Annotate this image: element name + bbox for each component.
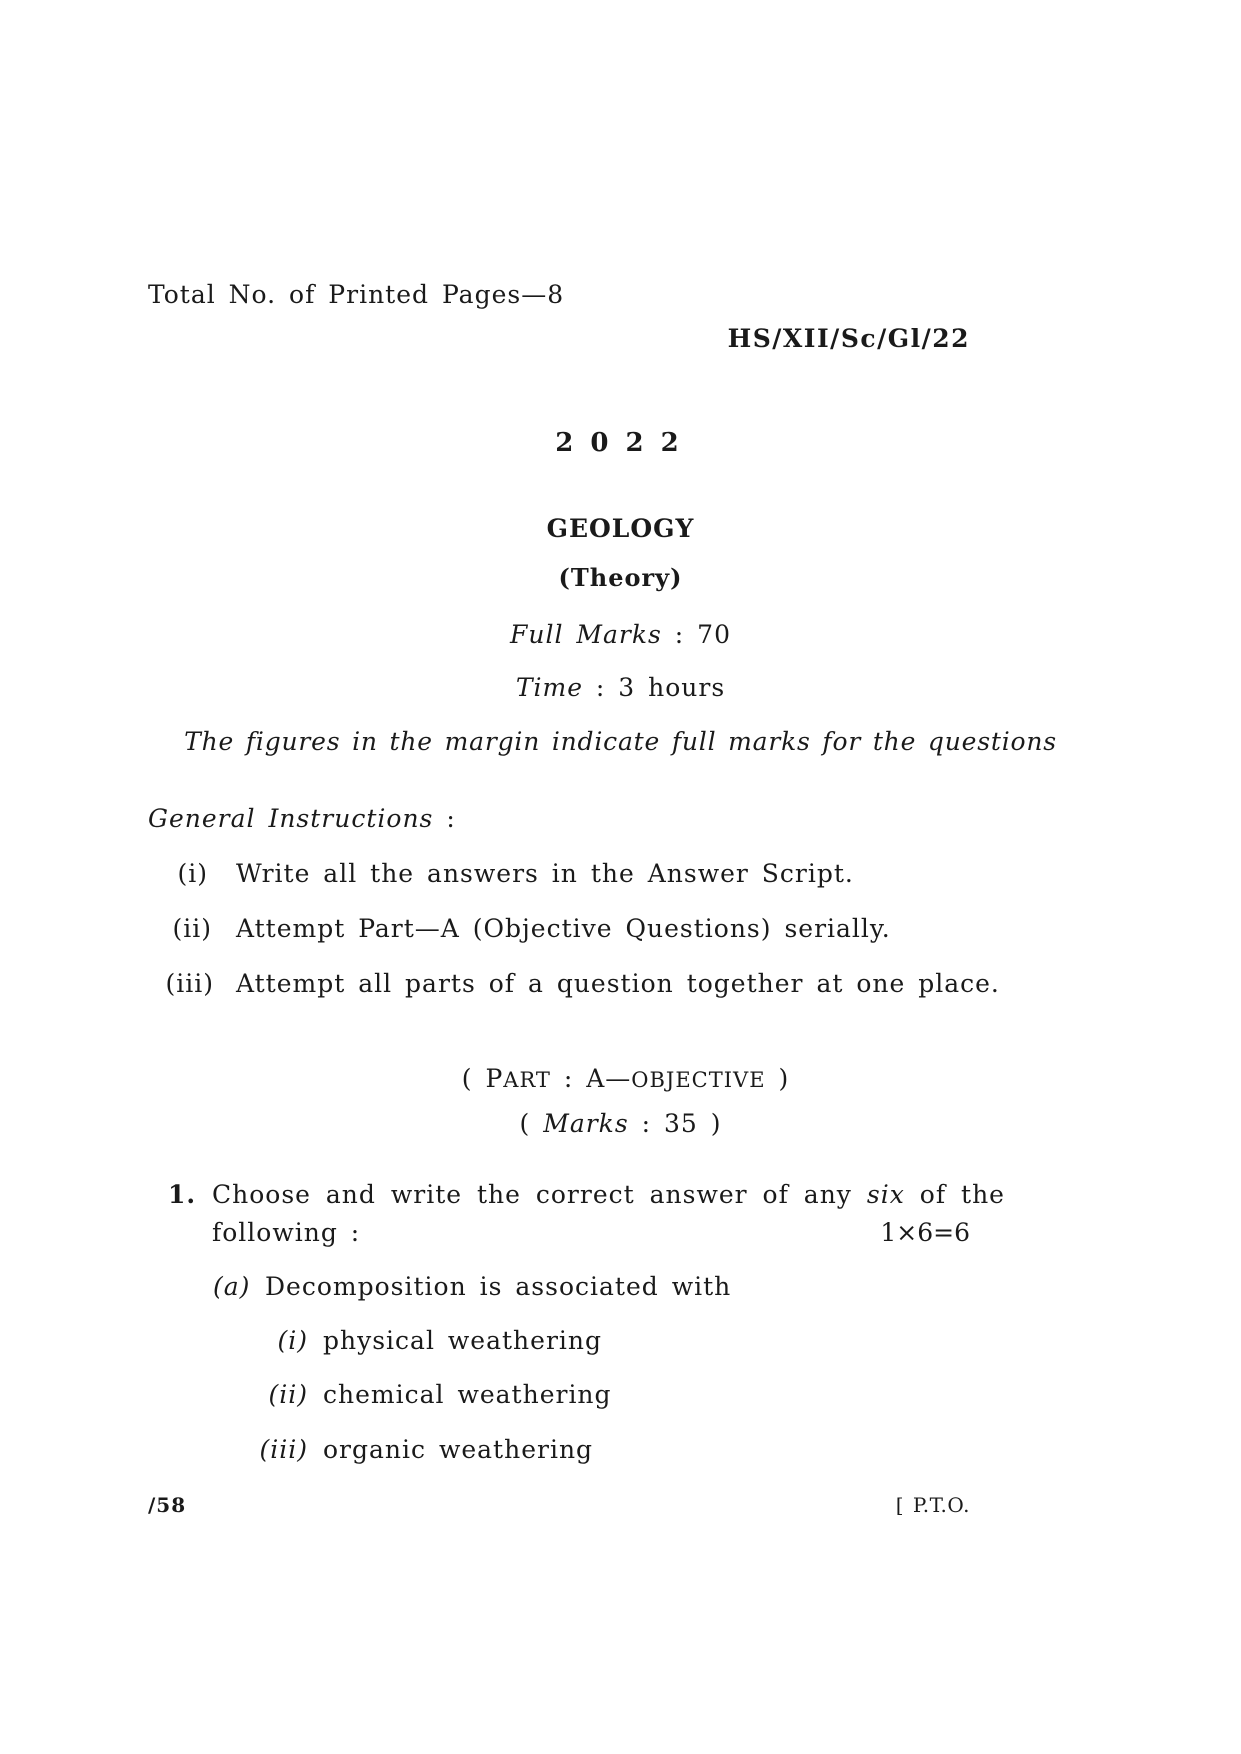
question-text-emphasis: six (866, 1180, 905, 1209)
part-separator: : A— (550, 1064, 632, 1093)
subject-title: GEOLOGY (546, 514, 695, 543)
option-num: (ii) (268, 1380, 308, 1409)
instruction-num: (i) (177, 859, 208, 888)
option-text: chemical weathering (323, 1380, 612, 1409)
time-value: : 3 hours (582, 673, 726, 702)
option-num: (iii) (259, 1435, 308, 1464)
paper-code: HS/XII/Sc/Gl/22 (727, 324, 970, 353)
instruction-text: Attempt all parts of a question together at one place. (236, 969, 1000, 998)
instruction-text: Write all the answers in the Answer Script. (236, 859, 854, 888)
question-number: 1. (168, 1180, 197, 1209)
part-heading (5, 1064, 1241, 1093)
margin-note: The figures in the margin indicate full marks for the questions (184, 727, 1057, 756)
question-text (212, 1180, 1005, 1209)
instructions-heading-label: General Instructions (148, 804, 434, 833)
full-marks (0, 620, 1241, 649)
question-text-a: Choose and write the correct answer of any (212, 1180, 867, 1209)
full-marks-label: Full Marks (510, 620, 662, 649)
exam-time (0, 673, 1241, 702)
question-text-line2: following : (212, 1218, 361, 1247)
part-label-initial: P (485, 1064, 504, 1093)
question-marks: 1×6=6 (880, 1218, 970, 1247)
part-label-rest: ART (503, 1068, 551, 1092)
part-name: OBJECTIVE (631, 1068, 766, 1092)
paper-type: (Theory) (558, 563, 683, 592)
instruction-num: (ii) (172, 914, 212, 943)
full-marks-value: : 70 (661, 620, 731, 649)
instructions-heading-colon: : (433, 804, 456, 833)
time-label: Time (515, 673, 583, 702)
printed-pages-note: Total No. of Printed Pages—8 (148, 280, 565, 309)
footer-pto: [ P.T.O. (895, 1493, 970, 1517)
part-marks-open: ( (519, 1109, 544, 1138)
part-marks-value: : 35 ) (628, 1109, 722, 1138)
instructions-heading (148, 804, 456, 833)
option-num: (i) (277, 1326, 308, 1355)
question-text-b: of the (904, 1180, 1005, 1209)
part-open-paren: ( (461, 1064, 486, 1093)
part-marks-label: Marks (543, 1109, 629, 1138)
footer-code: /58 (148, 1493, 187, 1517)
subquestion-text: Decomposition is associated with (265, 1272, 732, 1301)
subquestion-label: (a) (213, 1272, 251, 1301)
option-text: physical weathering (323, 1326, 602, 1355)
option-text: organic weathering (323, 1435, 594, 1464)
instruction-text: Attempt Part—A (Objective Questions) serially. (236, 914, 891, 943)
exam-year: 2 0 2 2 (555, 428, 682, 458)
part-close-paren: ) (765, 1064, 790, 1093)
part-marks (0, 1109, 1241, 1138)
instruction-num: (iii) (165, 969, 214, 998)
